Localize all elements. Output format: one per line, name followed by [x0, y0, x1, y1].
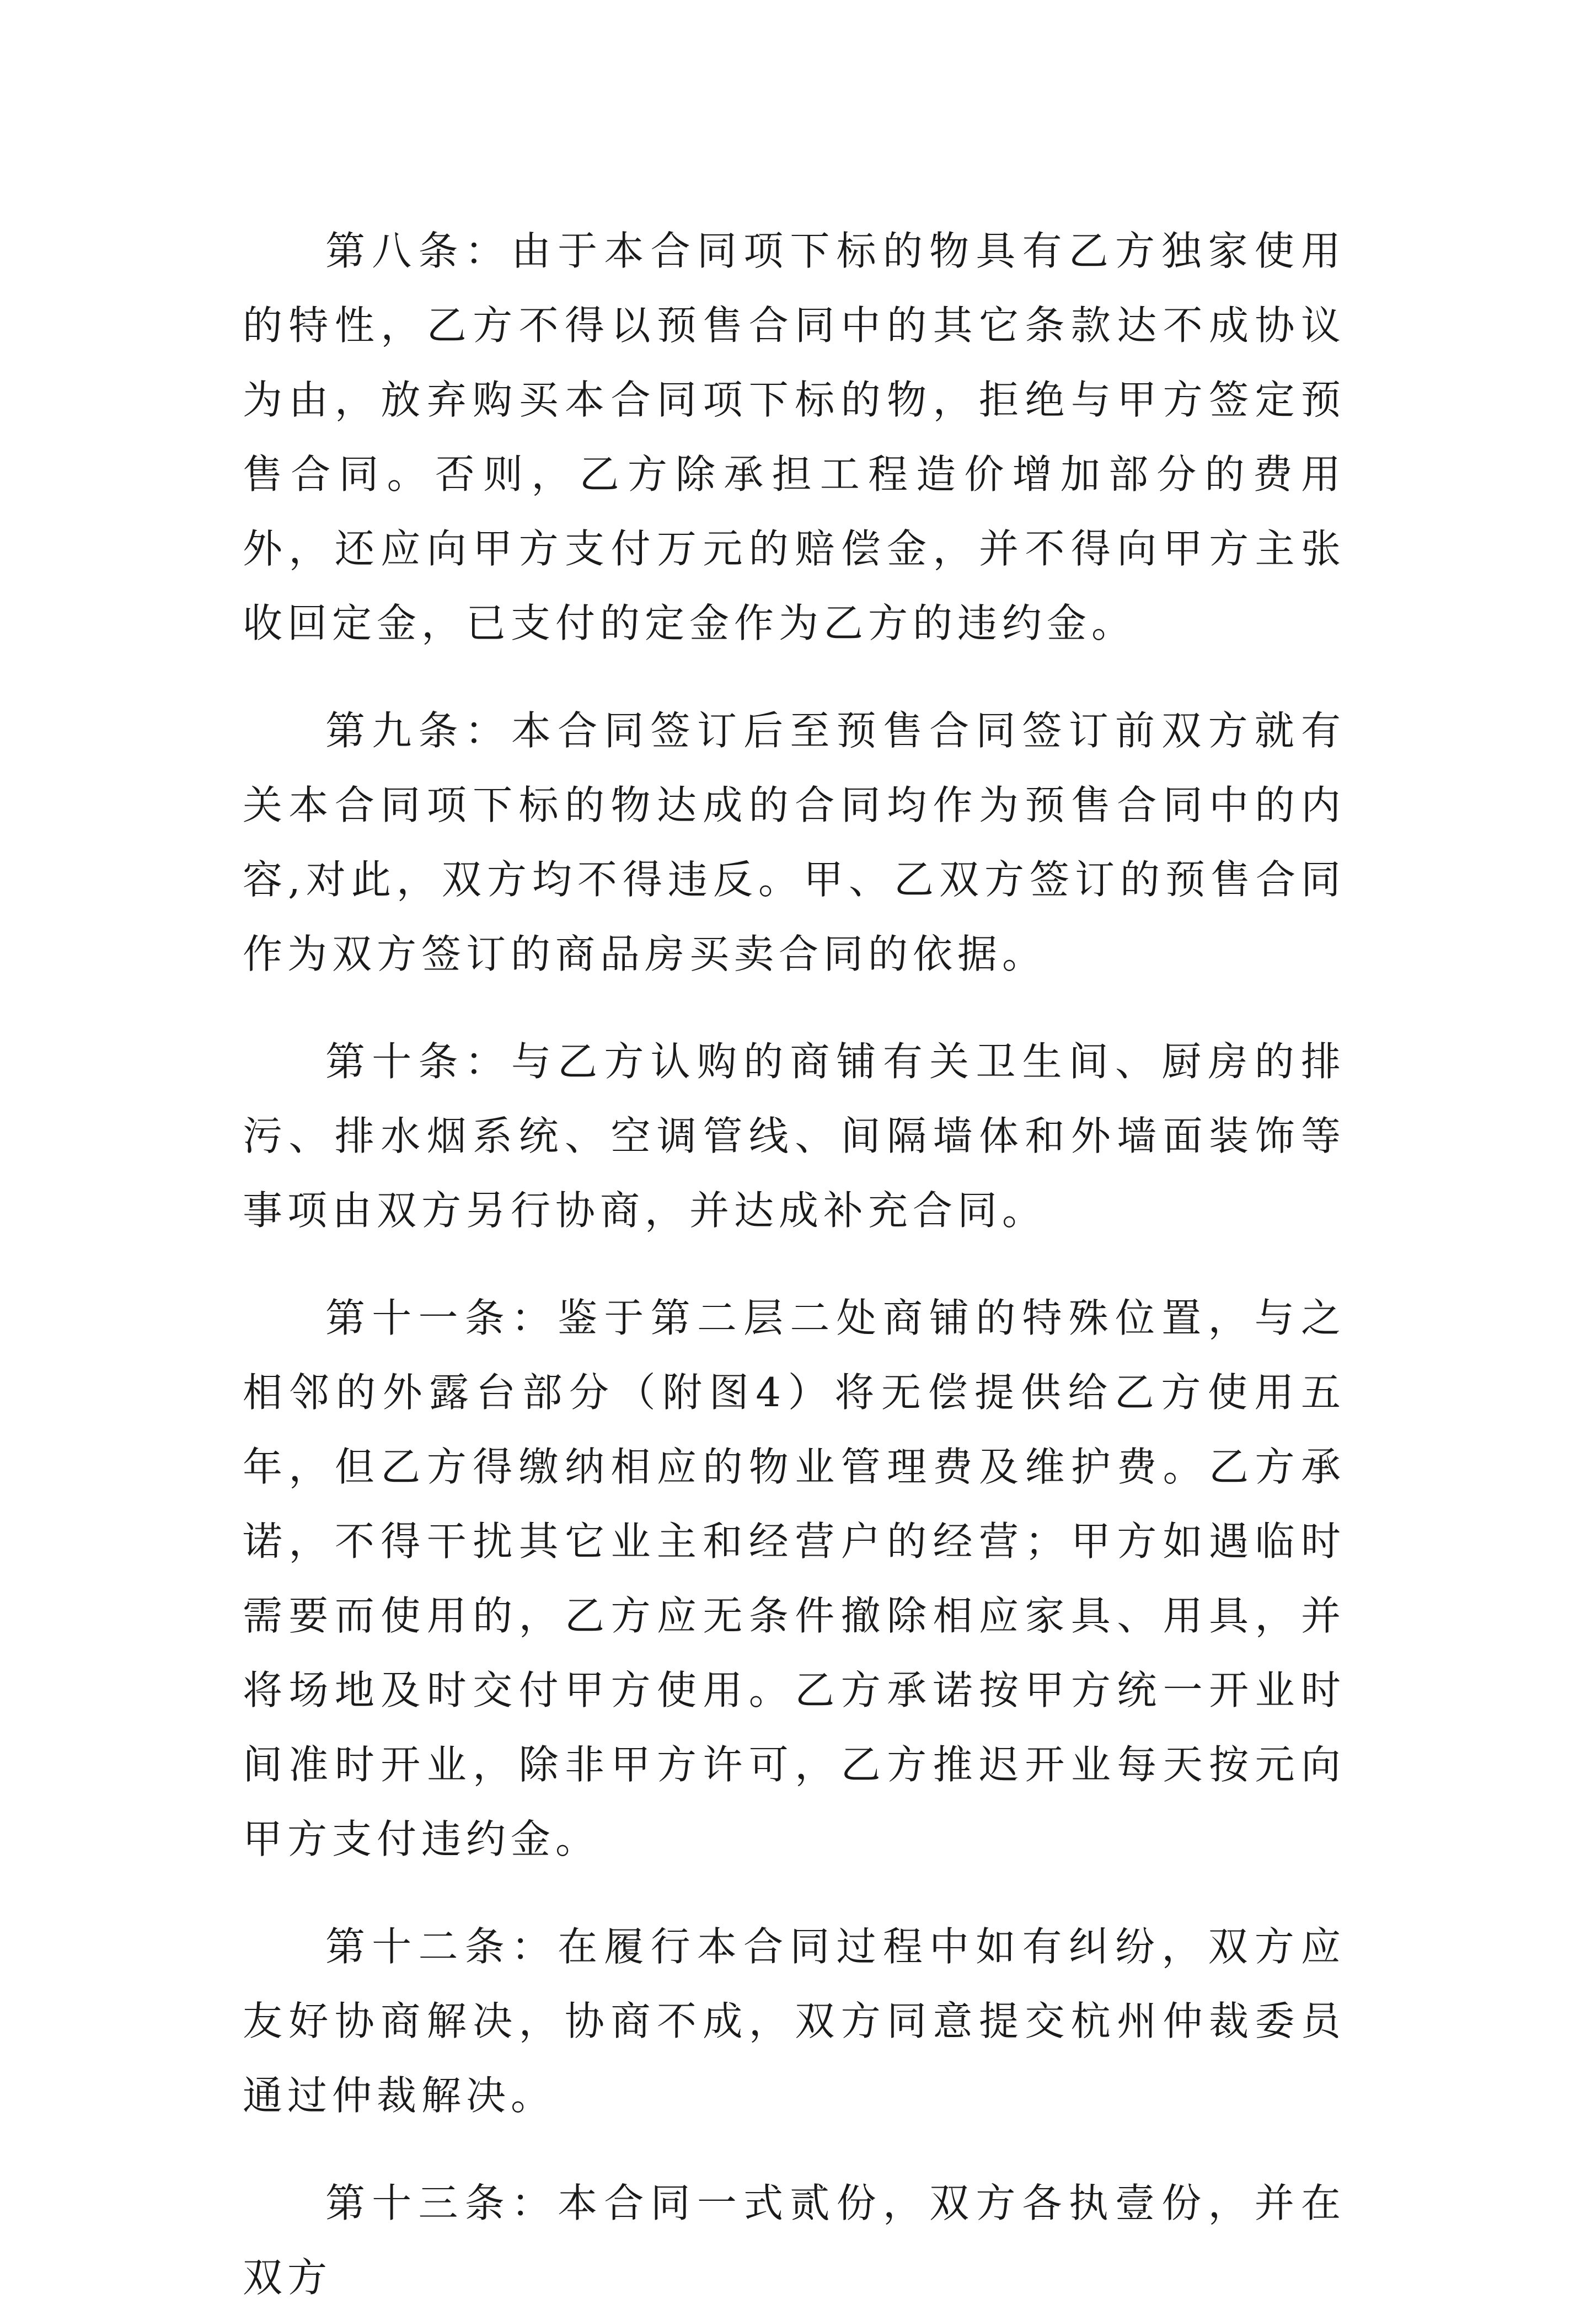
clause-11-paragraph: 第十一条：鉴于第二层二处商铺的特殊位置，与之相邻的外露台部分（附图4）将无偿提供给乙方使用五年，但乙方得缴纳相应的物业管理费及维护费。乙方承诺，不得干扰其它业主和经营户的经营；甲方如遇临时需要而使用的，乙方应无条件撤除相应家具、用具，并将场地及时交付甲方使用。乙方承诺按甲方统一开业时间准时开业，除非甲方许可，乙方推迟开业每天按元向甲方支付违约金。 [243, 1295, 1346, 1862]
clause-10-paragraph: 第十条：与乙方认购的商铺有关卫生间、厨房的排污、排水烟系统、空调管线、间隔墙体和外墙面装饰等事项由双方另行协商，并达成补充合同。 [243, 1038, 1346, 1234]
clause-8-paragraph: 第八条：由于本合同项下标的物具有乙方独家使用的特性，乙方不得以预售合同中的其它条款达不成协议为由，放弃购买本合同项下标的物，拒绝与甲方签定预售合同。否则，乙方除承担工程造价增加部分的费用外，还应向甲方支付万元的赔偿金，并不得向甲方主张收回定金，已支付的定金作为乙方的违约金。 [243, 228, 1346, 646]
clause-12-paragraph: 第十二条：在履行本合同过程中如有纠纷，双方应友好协商解决，协商不成，双方同意提交杭州仲裁委员通过仲裁解决。 [243, 1923, 1346, 2119]
clause-13-paragraph: 第十三条：本合同一式贰份，双方各执壹份，并在双方 [243, 2180, 1346, 2301]
document-body [243, 214, 1346, 2315]
clause-9-paragraph: 第九条：本合同签订后至预售合同签订前双方就有关本合同项下标的物达成的合同均作为预售合同中的内容,对此，双方均不得违反。甲、乙双方签订的预售合同作为双方签订的商品房买卖合同的依据。 [243, 708, 1346, 977]
